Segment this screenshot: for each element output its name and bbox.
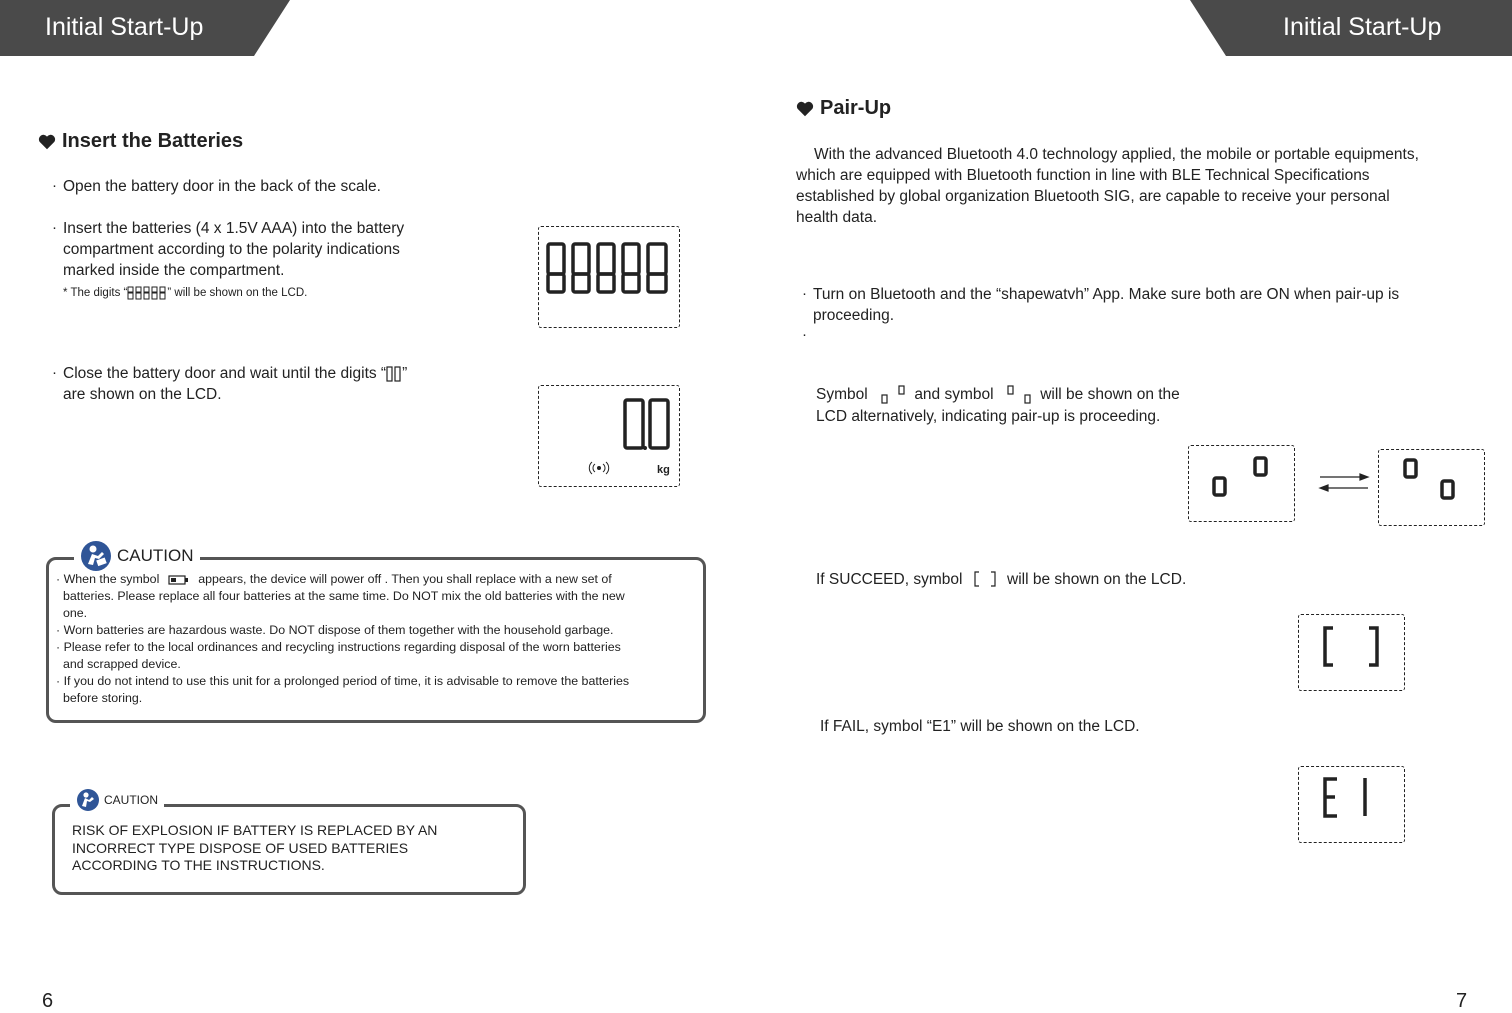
lcd-succeed-digits [1299,615,1404,690]
text-pre: If SUCCEED, symbol [816,571,963,588]
bullet-dot: · [52,364,57,381]
pairup-intro [796,144,1486,228]
section-title: Pair-Up [820,97,892,119]
caution-line: batteries. Please replace all four batteries at the same time. Do NOT mix the old batteries with the new [63,589,625,603]
bullet-dot: · [56,572,61,586]
warning-line: ACCORDING TO THE INSTRUCTIONS. [72,857,325,873]
page-number-left: 6 [42,990,54,1012]
text-post: will be shown on the LCD. [1007,571,1187,588]
text-line: Insert the batteries (4 x 1.5V AAA) into the battery [63,220,405,237]
caution-line: before storing. [63,691,143,705]
pairing-symbol-b-icon [998,384,1036,406]
bluetooth-signal-icon [589,462,608,474]
lcd-pairing-b [1378,449,1485,526]
bullet-dot: · [802,285,807,302]
bullet-dot: · [56,640,61,654]
text-line: health data. [796,209,878,226]
manual-reading-icon [80,540,112,572]
caution-line: Worn batteries are hazardous waste. Do NOT dispose of them together with the household garbage. [63,623,614,637]
step-insert-batteries [63,218,483,281]
digits-88888-icon [127,285,167,301]
warning-line: INCORRECT TYPE DISPOSE OF USED BATTERIES [72,839,409,856]
pairing-symbol-a-icon [872,384,910,406]
text-line: With the advanced Bluetooth 4.0 technology applied, the mobile or portable equipments, [814,146,1419,163]
caution-label: CAUTION [117,546,194,565]
step-close-door [63,363,407,405]
text-pre: Symbol [816,386,868,404]
text-post: will be shown on the [1040,386,1180,404]
caution-line: When the symbol [63,572,160,586]
manual-reading-icon [76,788,100,812]
header-tab-left [0,0,290,56]
lcd-display-88888 [538,226,680,328]
step-open-door: Open the battery door in the back of the scale. [63,178,381,195]
step-note [63,283,307,304]
lcd-pairing-a [1188,445,1295,522]
success-bracket-icon [967,570,1003,590]
caution-line: and scrapped device. [63,657,181,671]
page-title-left: Initial Start-Up [45,13,204,41]
pairing-symbol-description [816,384,1180,427]
section-title: Insert the Batteries [62,130,244,152]
section-heading-batteries [38,130,243,153]
text-line: which are equipped with Bluetooth function in line with BLE Technical Specifications [796,167,1370,184]
page-title-right: Initial Start-Up [1283,13,1442,41]
text-pre: Close the battery door and wait until the digits “ [63,365,387,382]
alternate-arrows-icon [1318,472,1370,492]
page-number-right: 7 [1456,990,1468,1012]
warning-line: RISK OF EXPLOSION IF BATTERY IS REPLACED BY AN [72,822,438,838]
low-battery-icon [163,574,195,586]
explosion-warning [72,822,437,875]
unit-label: kg [657,464,670,476]
heart-icon [796,100,814,118]
fail-description: If FAIL, symbol “E1” will be shown on the LCD. [820,718,1140,735]
digits-00-icon [386,365,402,383]
caution-line: one. [63,606,88,620]
text-post: ” [402,365,408,382]
caution-header-small [70,788,164,812]
bullet-dot: · [52,219,57,236]
bullet-dot: · [56,623,61,637]
text-line: established by global organization Bluetooth SIG, are capable to receive your personal [796,188,1390,205]
note-pre: * The digits “ [63,287,128,299]
caution-header [74,540,200,572]
lcd-digits-88888 [539,227,679,327]
step-turn-on-bluetooth [813,284,1483,326]
note-post: ” will be shown on the LCD. [167,287,308,299]
section-heading-pairup [796,97,891,120]
text-line: marked inside the compartment. [63,262,285,279]
bullet-dot: · [56,674,61,688]
text-line: proceeding. [813,307,895,324]
lcd-display-zero [538,385,680,487]
caution-text [56,571,692,707]
caution-line: appears, the device will power off . Then you shall replace with a new set of [198,572,612,586]
lcd-pairing-a-digits [1189,446,1294,521]
text-line: LCD alternatively, indicating pair-up is proceeding. [816,408,1161,425]
caution-line: If you do not intend to use this unit for a prolonged period of time, it is advisable to remove the batteries [63,674,630,688]
lcd-pairing-b-digits [1379,450,1484,525]
succeed-description [816,569,1186,590]
lcd-succeed [1298,614,1405,691]
text-line: Turn on Bluetooth and the “shapewatvh” App. Make sure both are ON when pair-up is [813,286,1400,303]
bullet-dot: · [52,177,57,194]
lcd-digits-zero [539,386,679,486]
caution-label: CAUTION [104,793,158,807]
bullet-dot: · [802,326,807,343]
header-tab-right [1190,0,1512,56]
lcd-fail [1298,766,1405,843]
text-line: are shown on the LCD. [63,386,222,403]
heart-icon [38,133,56,151]
text-mid: and symbol [914,386,994,404]
text-line: compartment according to the polarity indications [63,241,400,258]
lcd-fail-digits [1299,767,1404,842]
caution-line: Please refer to the local ordinances and recycling instructions regarding disposal of the worn batteries [63,640,621,654]
